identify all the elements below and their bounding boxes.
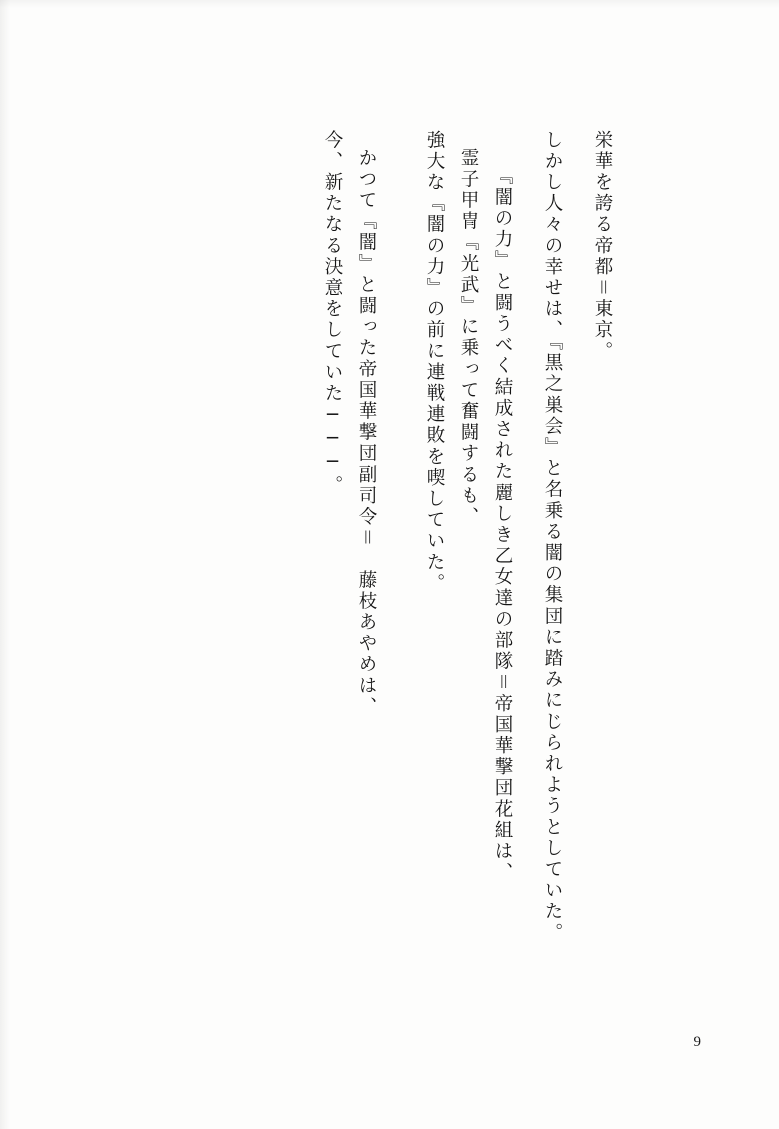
page-edge-shadow-top	[0, 0, 779, 8]
paragraph-3	[409, 130, 511, 1046]
text-line: 強大な『闇の力』の前に連戦連敗を喫していた。	[424, 130, 445, 595]
vertical-text-block	[307, 130, 611, 1030]
paragraph-4	[307, 130, 375, 1028]
text-line: 今、新たなる決意をしていた───。	[322, 130, 343, 497]
text-line: 霊子甲冑『光武』に乗って奮闘するも、	[458, 148, 479, 528]
paragraph-2	[527, 130, 561, 1010]
text-line: しかし人々の幸せは、『黒之巣会』と名乗る闇の集団に踏みにじられようとしていた。	[542, 130, 563, 944]
page-edge-shadow-left	[0, 0, 10, 1129]
text-line: 『闇の力』と闘うべく結成された麗しき乙女達の部隊＝帝国華撃団花組は、	[492, 166, 513, 884]
text-line: かつて『闇』と闘った帝国華撃団副司令＝ 藤枝あやめは、	[356, 148, 377, 718]
page-number: 9	[693, 1034, 701, 1050]
text-line: 栄華を誇る帝都＝東京。	[592, 130, 613, 363]
paragraph-1	[577, 130, 611, 1010]
